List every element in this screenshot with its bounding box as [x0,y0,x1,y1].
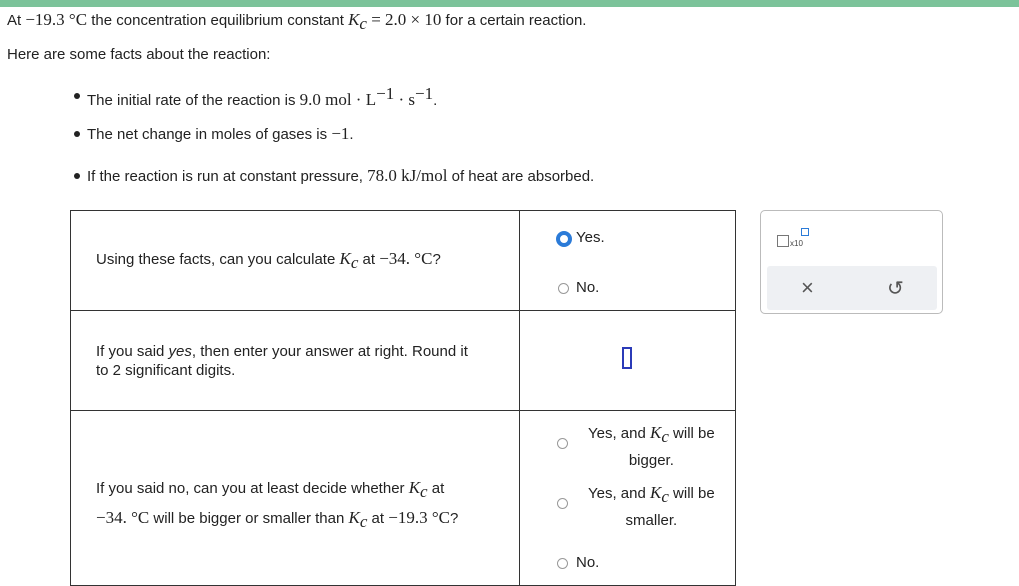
option-text: will be [668,485,715,502]
k-subscript: c [420,482,428,501]
k-subscript: c [661,427,669,446]
k-symbol: K [650,423,662,442]
clear-icon[interactable]: × [801,275,814,300]
undo-icon[interactable]: ↺ [887,278,904,300]
fact-moles [87,124,354,144]
fact-math: −1 [331,124,350,143]
q3-cell [71,411,520,586]
k-subscript: c [359,14,367,33]
k-symbol: K [348,508,360,527]
q1-mid: at [358,251,380,268]
option-no-label[interactable]: No. [576,279,600,296]
fact-end: of heat are absorbed. [447,168,595,185]
radio-smaller[interactable] [557,498,568,509]
k-value: = 2.0 × 10 [366,10,442,29]
statement-text: for a certain reaction. [441,12,587,29]
radio-yes[interactable] [556,231,572,247]
option-no-decision-label[interactable]: No. [576,554,600,571]
q2-text [71,342,519,380]
radio-no[interactable] [558,283,569,294]
option-yes-label[interactable]: Yes. [576,229,605,246]
answer-input[interactable] [622,347,632,369]
q3-text-part: at [367,510,385,527]
q3-temp: −19.3 °C [388,508,450,527]
q3-text-part: will be bigger or smaller than [149,510,349,527]
fact-sup: −1 [376,84,395,103]
toolbar-button-row [767,266,937,310]
fact-rate [87,84,437,110]
q1-temp: −34. °C [379,249,433,268]
q1-cell [71,211,520,311]
k-symbol: K [650,483,662,502]
math-toolbar [760,210,943,314]
intro-text: Here are some facts about the reaction: [7,46,271,63]
q3-text-part: at [427,480,445,497]
fact-end: . [433,92,438,109]
superscript-button[interactable] [777,227,803,249]
q3-text-part: If you said no, can you at least decide whether [96,480,409,497]
q1-suffix: ? [432,251,441,268]
k-symbol: K [408,478,421,497]
fact-math: 9.0 mol · L [299,90,377,109]
k-subscript: c [661,487,669,506]
bullet [73,92,83,102]
q3-suffix: ? [449,510,459,527]
fact-math: 78.0 kJ/mol [367,166,448,185]
q3-text [71,411,519,535]
option-smaller-label[interactable] [588,481,715,533]
q1-prefix: Using these facts, can you calculate [96,251,340,268]
fact-sup: −1 [414,84,434,103]
k-subscript: c [359,512,368,531]
k-symbol: K [348,10,360,29]
option-bigger-label[interactable] [588,421,715,473]
bullet [73,130,83,140]
option-text: Yes, and [588,425,650,442]
option-text: bigger. [628,452,674,469]
fact-text: If the reaction is run at constant pressure, [87,168,368,185]
fact-text: The net change in moles of gases is [87,126,332,143]
bullet [73,172,83,182]
q1-text [71,249,519,272]
k-subscript: c [350,253,359,272]
x10-label: x10 [790,239,803,248]
fact-heat [87,166,594,186]
q2-text-part: If you said [96,342,169,360]
fact-math: · s [394,90,415,109]
q2-cell [71,311,520,411]
problem-statement [7,4,586,34]
temperature-value: −19.3 °C [25,10,88,29]
base-box-icon [777,235,789,247]
k-symbol: K [339,249,351,268]
statement-text: the concentration equilibrium constant [87,12,349,29]
statement-text: At [7,12,26,29]
q2-text-part: , then enter your answer at right. Round it [191,342,468,360]
q3-temp: −34. °C [96,508,150,527]
radio-no-decision[interactable] [557,558,568,569]
option-text: Yes, and [588,485,650,502]
option-text: smaller. [625,512,678,529]
radio-bigger[interactable] [557,438,568,449]
fact-end: . [349,126,354,143]
q2-text-italic: yes [168,342,192,360]
option-text: will be [668,425,715,442]
fact-text: The initial rate of the reaction is [87,92,300,109]
q1-options-cell [520,211,736,311]
q2-text-part: to 2 significant digits. [96,361,236,379]
exponent-box-icon [801,228,809,236]
